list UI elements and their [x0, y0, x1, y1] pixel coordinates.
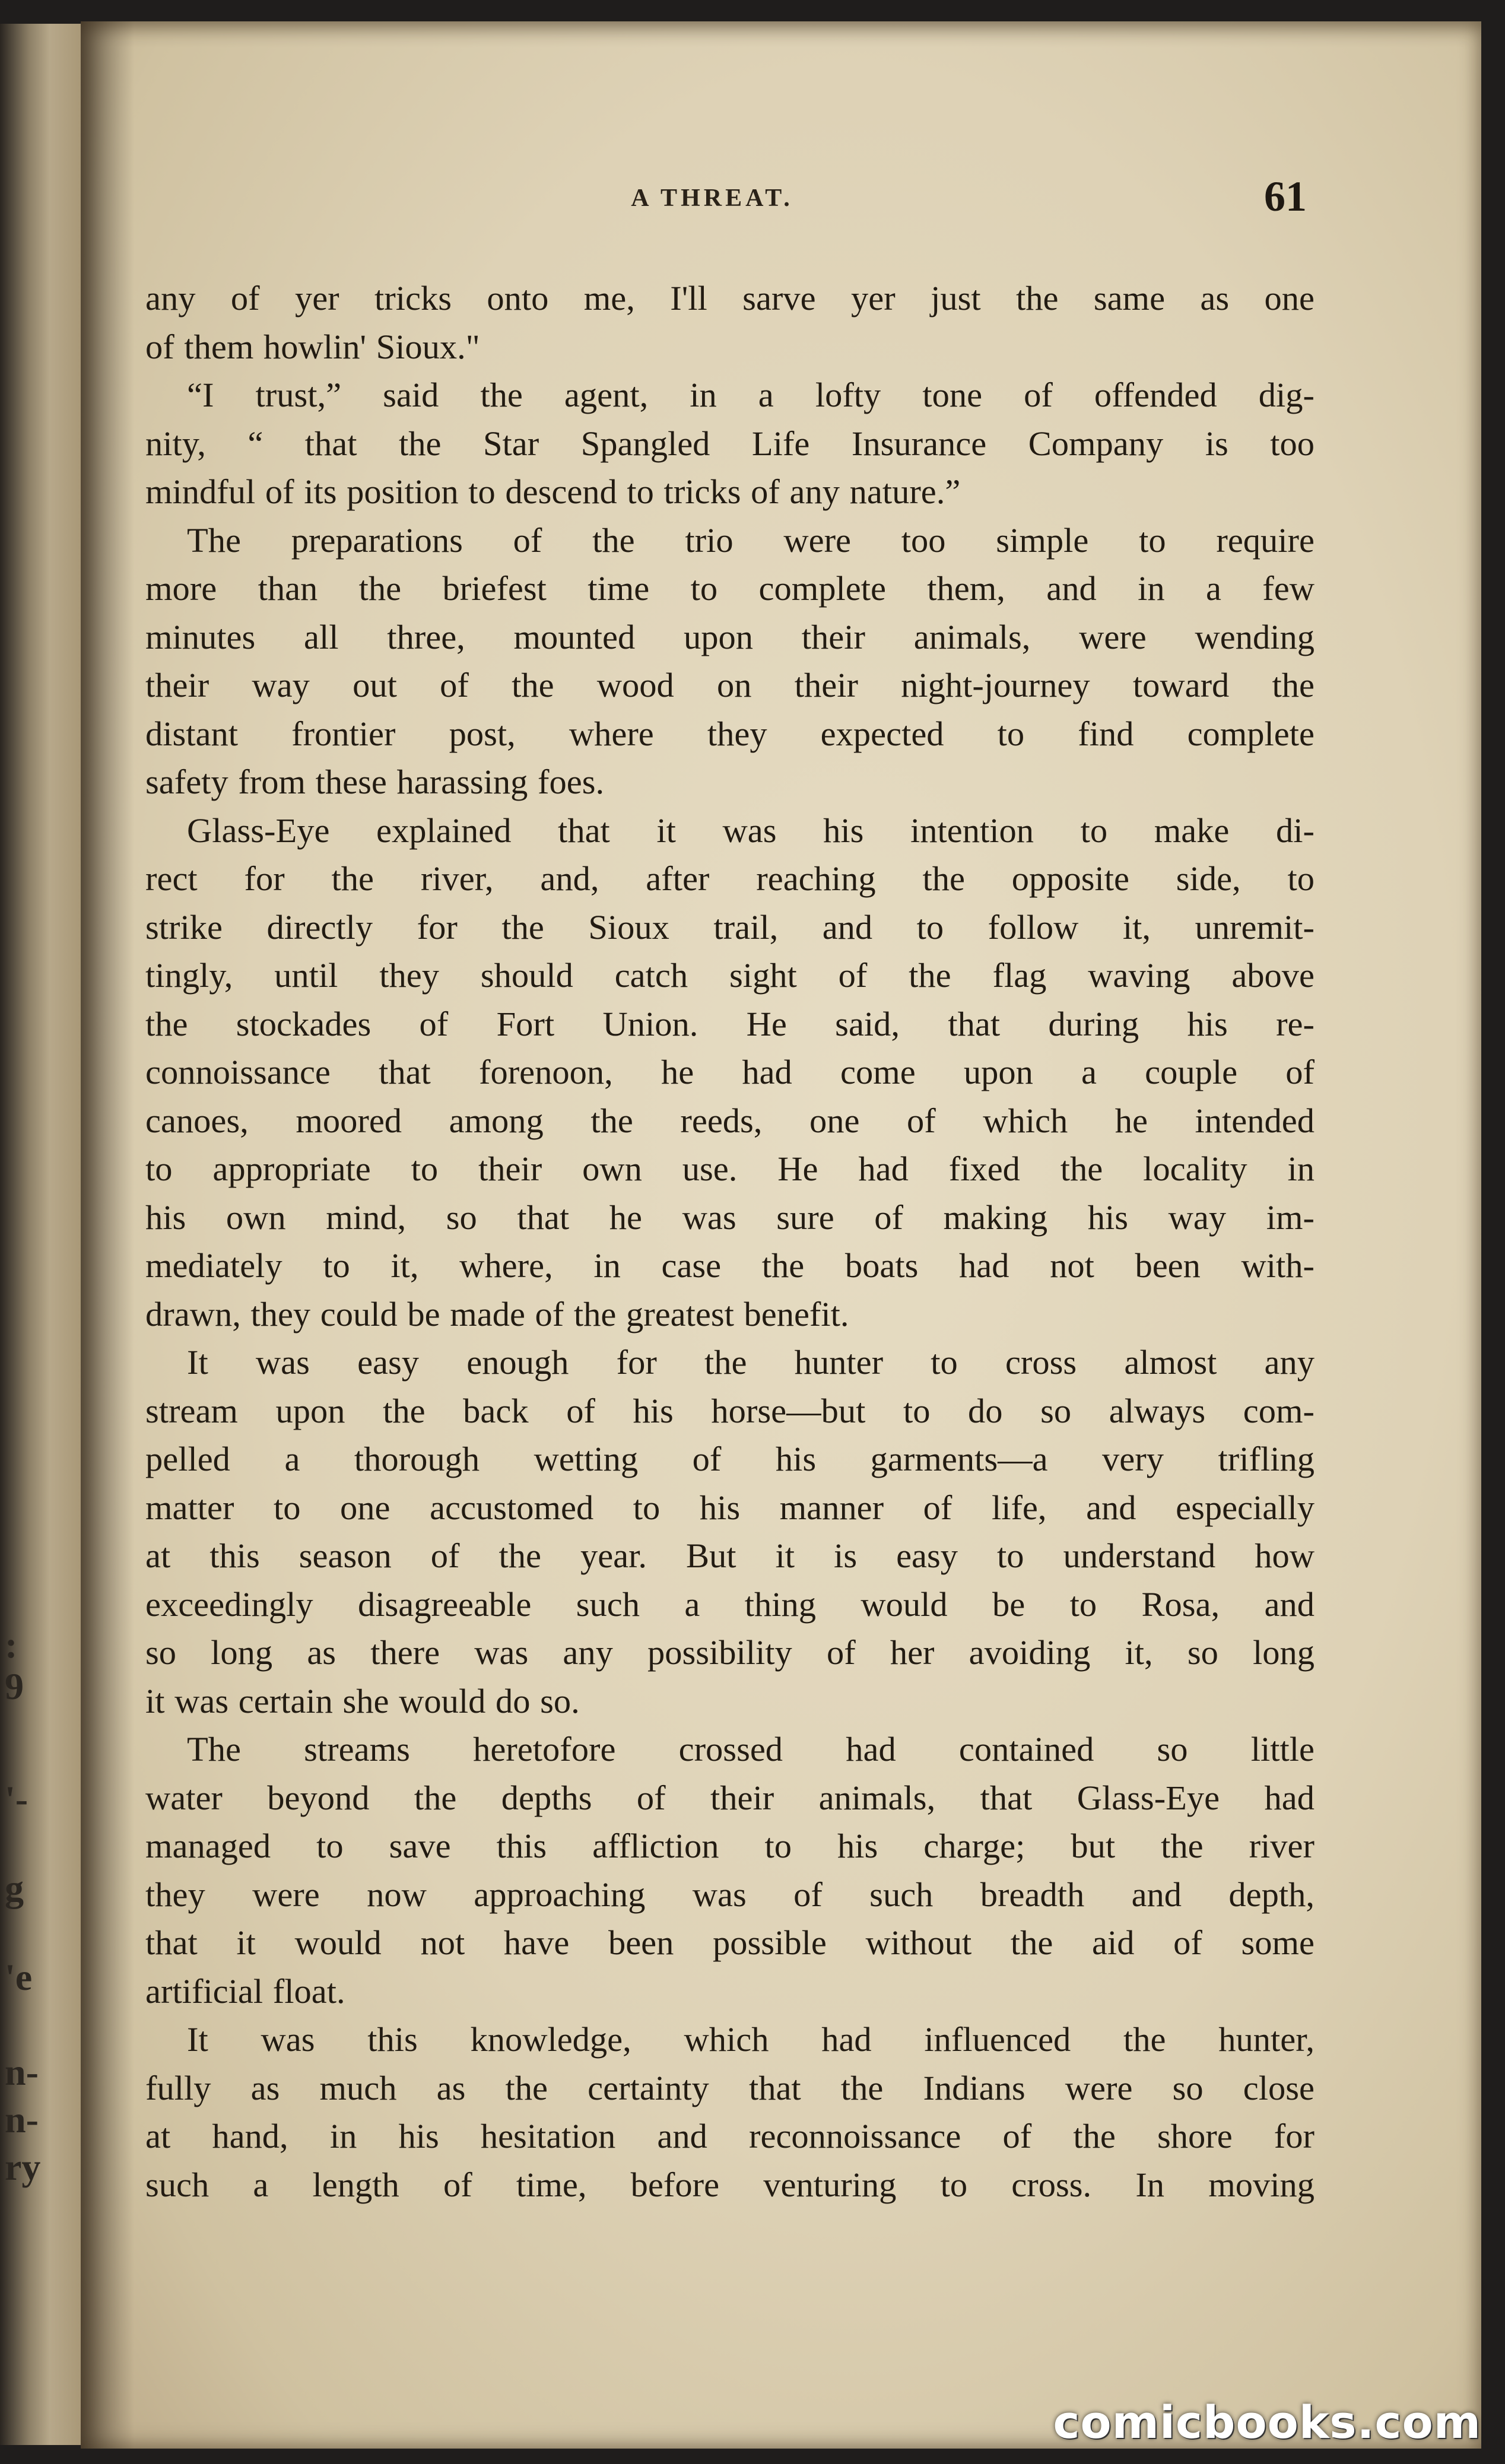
watermark: comicbooks.com — [1053, 2396, 1481, 2449]
facing-page-fragment: 'e — [5, 1956, 33, 1998]
text-line: artificial float. — [145, 1971, 345, 2011]
text-line: mindful of its position to descend to tricks of any nature.” — [145, 472, 961, 511]
page-header — [119, 172, 1306, 220]
text-line: strike directly for the Sioux trail, and to follow it, unremit- — [145, 907, 1315, 947]
text-line: the stockades of Fort Union. He said, that during his re- — [145, 1004, 1315, 1043]
text-line: at hand, in his hesitation and reconnoissance of the shore for — [145, 2117, 1315, 2155]
text-line: their way out of the wood on their night-journey toward the — [145, 666, 1315, 704]
text-line: nity, “ that the Star Spangled Life Insurance Company is too — [145, 424, 1315, 463]
text-line: It was easy enough for the hunter to cross almost any — [187, 1343, 1315, 1382]
text-line: pelled a thorough wetting of his garments—a very trifling — [145, 1440, 1315, 1478]
text-line: The streams heretofore crossed had contained so little — [187, 1730, 1315, 1768]
text-line: they were now approaching was of such breadth and depth, — [145, 1875, 1315, 1914]
text-line: “I trust,” said the agent, in a lofty tone of offended dig- — [187, 376, 1315, 414]
text-line: managed to save this affliction to his charge; but the river — [145, 1827, 1315, 1865]
text-line: it was certain she would do so. — [145, 1681, 580, 1720]
spine-shadow — [81, 21, 134, 2449]
running-head: A THREAT. — [631, 185, 793, 212]
text-line: at this season of the year. But it is easy to understand how — [145, 1536, 1315, 1575]
text-line: to appropriate to their own use. He had fixed the locality in — [145, 1150, 1315, 1188]
text-line: safety from these harassing foes. — [145, 763, 605, 801]
text-line: tingly, until they should catch sight of the flag waving above — [145, 956, 1315, 995]
facing-page-fragment: : — [5, 1624, 18, 1666]
text-line: connoissance that forenoon, he had come upon a couple of — [145, 1053, 1315, 1091]
text-line: such a length of time, before venturing to cross. In moving — [145, 2165, 1315, 2204]
facing-page-fragment: '- — [5, 1778, 28, 1820]
text-line: so long as there was any possibility of her avoiding it, so long — [145, 1633, 1315, 1672]
text-line: distant frontier post, where they expected to find complete — [145, 714, 1315, 753]
facing-page-fragment: g — [5, 1867, 24, 1909]
text-line: rect for the river, and, after reaching the opposite side, to — [145, 859, 1315, 898]
text-line: more than the briefest time to complete them, and in a few — [145, 569, 1315, 608]
facing-page-fragment: n- — [5, 2098, 39, 2141]
text-line: mediately to it, where, in case the boats had not been with- — [145, 1246, 1315, 1285]
text-line: water beyond the depths of their animals, that Glass-Eye had — [145, 1778, 1315, 1817]
text-line: matter to one accustomed to his manner of life, and especially — [145, 1488, 1315, 1527]
text-line: exceedingly disagreeable such a thing would be to Rosa, and — [145, 1585, 1315, 1624]
facing-page-fragment: 9 — [5, 1665, 24, 1707]
text-line: Glass-Eye explained that it was his intention to make di- — [187, 811, 1315, 850]
text-line: fully as much as the certainty that the Indians were so close — [145, 2068, 1315, 2107]
text-line: that it would not have been possible without the aid of some — [145, 1923, 1315, 1962]
text-line: minutes all three, mounted upon their animals, were wending — [145, 617, 1315, 656]
page-number: 61 — [1264, 173, 1307, 220]
facing-page-edge — [0, 24, 85, 2445]
body-text — [145, 274, 1315, 2209]
text-line: drawn, they could be made of the greatest benefit. — [145, 1294, 849, 1333]
text-line: of them howlin' Sioux." — [145, 327, 480, 366]
facing-page-fragment: ry — [5, 2146, 41, 2188]
text-line: his own mind, so that he was sure of making his way im- — [145, 1198, 1315, 1237]
text-line: stream upon the back of his horse—but to do so always com- — [145, 1391, 1315, 1430]
text-line: It was this knowledge, which had influenced the hunter, — [187, 2020, 1315, 2059]
text-line: The preparations of the trio were too simple to require — [187, 520, 1315, 560]
text-line: any of yer tricks onto me, I'll sarve yer just the same as one — [145, 279, 1315, 317]
text-line: canoes, moored among the reeds, one of which he intended — [145, 1101, 1315, 1140]
facing-page-fragment: n- — [5, 2051, 39, 2093]
